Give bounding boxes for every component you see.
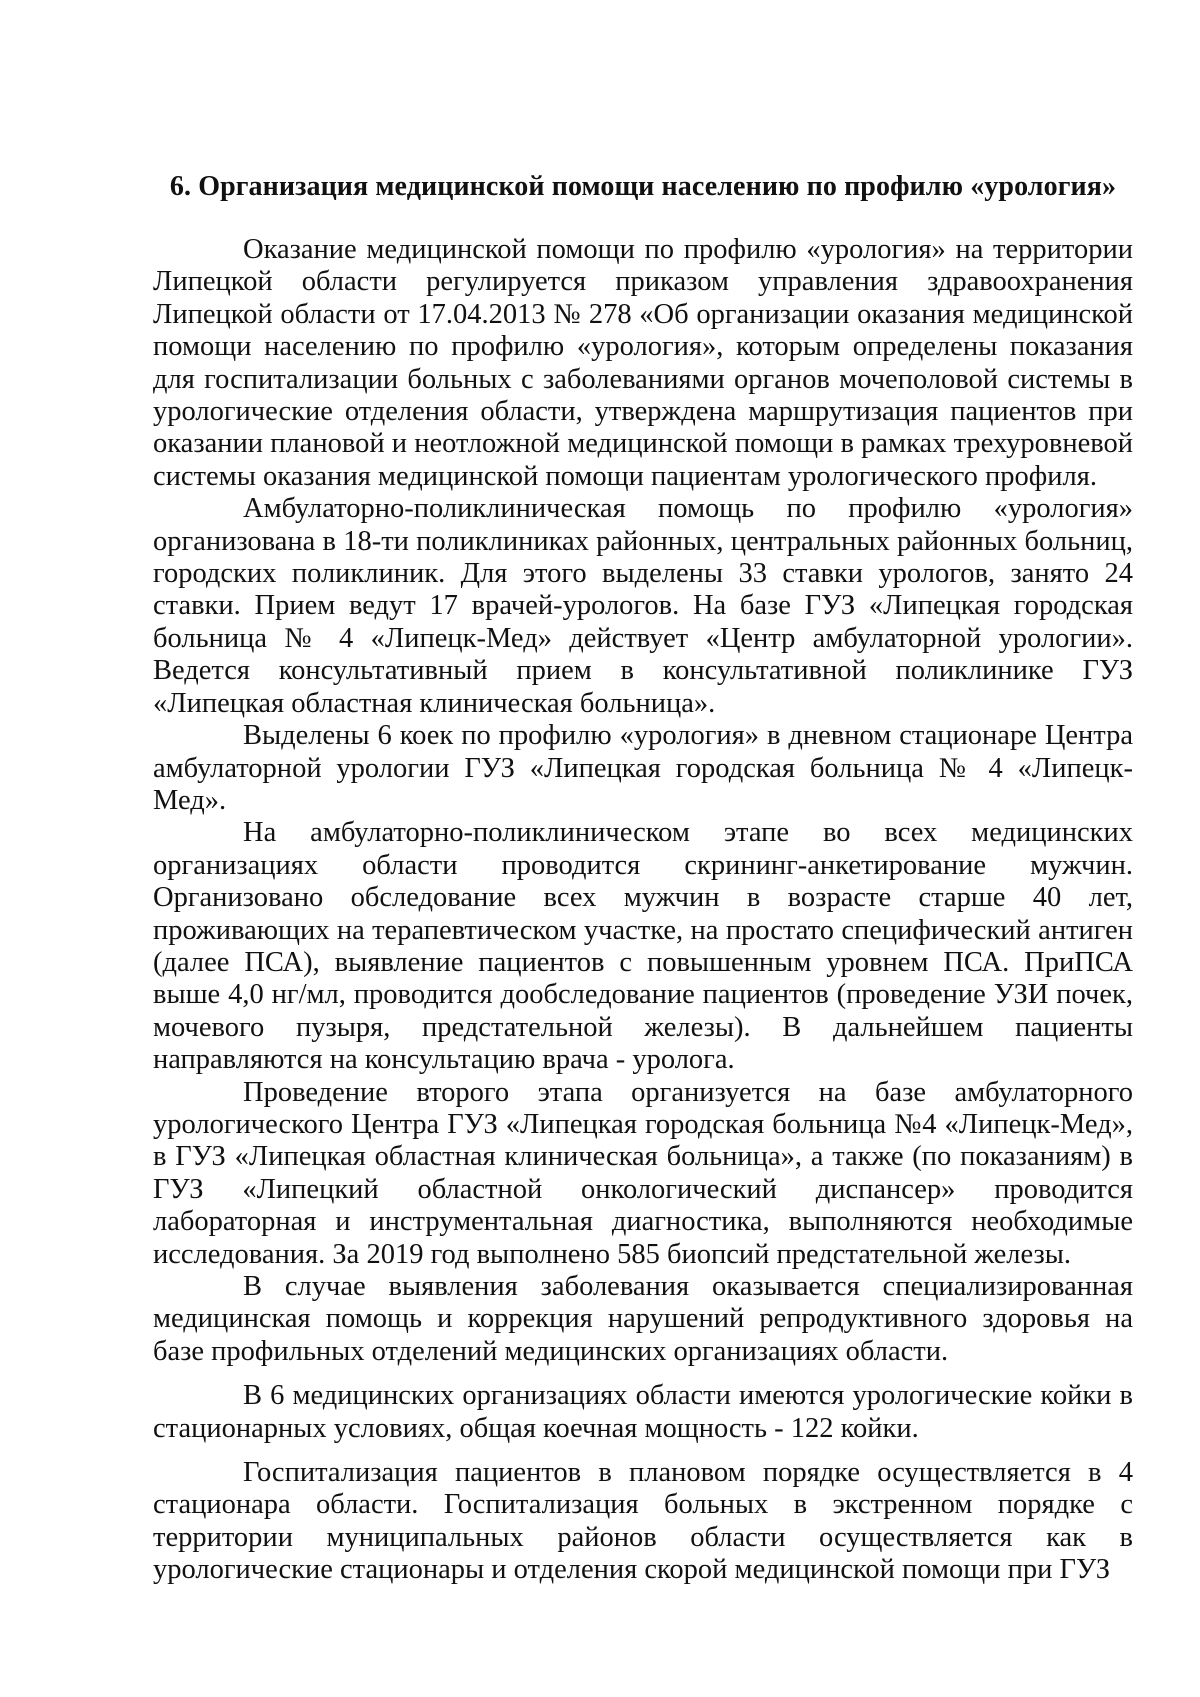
- paragraph-day-hospital-beds: Выделены 6 коек по профилю «урология» в дневном стационаре Центра амбулаторной урологии ГУЗ «Липецкая городская больница № 4 «Липецк-Мед».: [153, 720, 1133, 816]
- paragraph-hospitalization: Госпитализация пациентов в плановом порядке осуществляется в 4 стационара области. Госпитализация больных в экстренном порядке с территории муниципальных районов области осуществляется как в урологические стационары и отделения скорой медицинской помощи при ГУЗ: [153, 1457, 1133, 1586]
- paragraph-inpatient-beds: В 6 медицинских организациях области имеются урологические койки в стационарных условиях, общая коечная мощность - 122 койки.: [153, 1380, 1133, 1444]
- section-heading: 6. Организация медицинской помощи населению по профилю «урология»: [169, 171, 1117, 202]
- paragraph-outpatient-care: Амбулаторно-поликлиническая помощь по профилю «урология» организована в 18-ти поликлиниках районных, центральных районных больниц, городских поликлиник. Для этого выделены 33 ставки урологов, занято 24 ставки. Прием ведут 17 врачей-урологов. На базе ГУЗ «Липецкая городская больница № 4 «Липецк-Мед» действует «Центр амбулаторной урологии». Ведется консультативный прием в консультативной поликлинике ГУЗ «Липецкая областная клиническая больница».: [153, 493, 1133, 719]
- paragraph-screening: На амбулаторно-поликлиническом этапе во всех медицинских организациях области проводится скрининг-анкетирование мужчин. Организовано обследование всех мужчин в возрасте старше 40 лет, проживающих на терапевтическом участке, на простато специфический антиген (далее ПСА), выявление пациентов с повышенным уровнем ПСА. ПриПСА выше 4,0 нг/мл, проводится дообследование пациентов (проведение УЗИ почек, мочевого пузыря, предстательной железы). В дальнейшем пациенты направляются на консультацию врача - уролога.: [153, 817, 1133, 1076]
- document-body: [153, 170, 1133, 1587]
- paragraph-urology-regulation: Оказание медицинской помощи по профилю «урология» на территории Липецкой области регулируется приказом управления здравоохранения Липецкой области от 17.04.2013 № 278 «Об организации оказания медицинской помощи населению по профилю «урология», которым определены показания для госпитализации больных с заболеваниями органов мочеполовой системы в урологические отделения области, утверждена маршрутизация пациентов при оказании плановой и неотложной медицинской помощи в рамках трехуровневой системы оказания медицинской помощи пациентам урологического профиля.: [153, 234, 1133, 492]
- paragraph-specialized-care: В случае выявления заболевания оказывается специализированная медицинская помощь и коррекция нарушений репродуктивного здоровья на базе профильных отделений медицинских организациях области.: [153, 1271, 1133, 1367]
- paragraph-second-stage: Проведение второго этапа организуется на базе амбулаторного урологического Центра ГУЗ «Липецкая городская больница №4 «Липецк-Мед», в ГУЗ «Липецкая областная клиническая больница», а также (по показаниям) в ГУЗ «Липецкий областной онкологический диспансер» проводится лабораторная и инструментальная диагностика, выполняются необходимые исследования. За 2019 год выполнено 585 биопсий предстательной железы.: [153, 1076, 1133, 1270]
